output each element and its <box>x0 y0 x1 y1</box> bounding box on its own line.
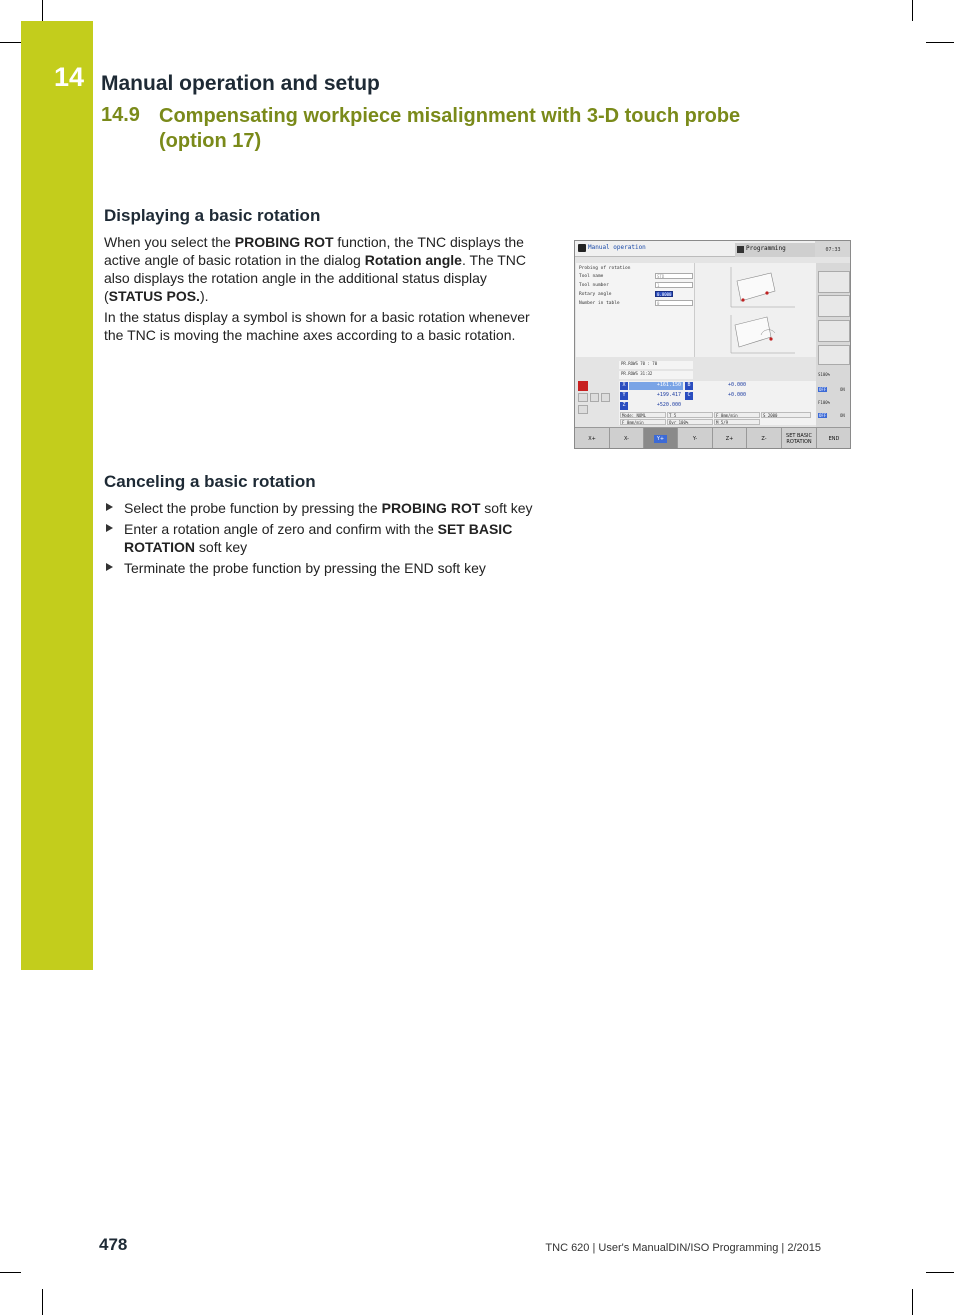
softkey-z-minus[interactable]: Z- <box>747 428 782 449</box>
probe-graphic <box>694 263 816 357</box>
crop-mark <box>42 0 43 21</box>
cancel-heading: Canceling a basic rotation <box>104 472 316 491</box>
axis-value: +520.000 <box>656 402 681 408</box>
status-tool: T 5 <box>667 412 713 418</box>
basic-rotation-icon <box>578 381 588 391</box>
arrow-icon <box>106 524 113 532</box>
softkey-x-plus[interactable]: X+ <box>575 428 610 449</box>
softkey-y-plus[interactable]: Y+ <box>644 428 678 449</box>
crop-mark <box>926 42 954 43</box>
axis-value: +161.150 <box>629 382 683 390</box>
softkey-y-minus[interactable]: Y- <box>678 428 713 449</box>
crop-mark <box>926 1272 954 1273</box>
axis-label: Y <box>620 392 628 400</box>
status-feed: F 0mm/min <box>620 419 666 425</box>
status-icon <box>578 405 588 414</box>
chapter-number: 14 <box>54 62 85 92</box>
axis-value: +0.000 <box>727 392 746 398</box>
arrow-icon <box>106 503 113 511</box>
s-function-icon[interactable] <box>818 295 850 317</box>
status-mode: Mode: NOML <box>620 412 666 418</box>
softkey-z-plus[interactable]: Z+ <box>713 428 747 449</box>
status-spindle: S 2000 <box>761 412 811 418</box>
chapter-sidebar <box>21 21 93 970</box>
status-feed-dim: F 0mm/min <box>714 412 760 418</box>
on-badge: ON <box>840 413 845 418</box>
section-title: Compensating workpiece misalignment with 3-D touch probe (option 17) <box>159 105 741 152</box>
axis-value: +0.000 <box>727 382 746 388</box>
crop-mark <box>0 1272 21 1273</box>
status-m: M 5/9 <box>714 419 760 425</box>
row-label: Rotary angle <box>579 292 612 297</box>
section-number: 14.9 <box>101 104 140 126</box>
status-icon <box>601 393 610 402</box>
side-panel <box>816 263 851 449</box>
axis-label: X <box>620 382 628 390</box>
row-label: Tool name <box>579 274 604 279</box>
chapter-title: Manual operation and setup <box>101 72 380 95</box>
softkey-set-basic-rotation[interactable]: SET BASIC ROTATION <box>782 428 817 449</box>
display-paragraph-2: In the status display a symbol is shown for a basic rotation whenever the TNC is moving the machine axes according to a basic rotation. <box>104 309 530 343</box>
rotation-diagram <box>695 263 817 357</box>
tool-name-field[interactable]: STD <box>655 273 693 279</box>
crop-mark <box>912 1289 913 1315</box>
rotary-angle-field[interactable]: 0.0000 <box>657 292 672 297</box>
softkey-end[interactable]: END <box>828 436 840 442</box>
spindle-override: S100% <box>818 372 831 377</box>
crop-mark <box>0 42 21 43</box>
message-line: PR.ROWS 70 : 70 <box>619 361 693 369</box>
softkey-bar <box>575 427 851 449</box>
feed-override: F100% <box>818 400 831 405</box>
axis-label: B <box>685 382 693 390</box>
cancel-steps <box>104 499 544 580</box>
display-heading: Displaying a basic rotation <box>104 206 321 225</box>
status-icon <box>590 393 599 402</box>
row-label: Number in table <box>579 301 620 306</box>
m-function-icon[interactable] <box>818 271 850 293</box>
list-item: Enter a rotation angle of zero and confirm with the SET BASIC ROTATION soft key <box>104 520 544 556</box>
side-key[interactable] <box>818 345 850 365</box>
list-item: Select the probe function by pressing the PROBING ROT soft key <box>104 499 544 517</box>
tool-icon <box>578 393 588 402</box>
off-badge: OFF <box>819 413 827 418</box>
tool-number-field[interactable]: 1 <box>655 282 693 288</box>
program-icon <box>737 246 744 253</box>
status-override: Ovr 100% <box>667 419 713 425</box>
status-icons <box>576 381 616 425</box>
axis-label: Z <box>620 402 628 410</box>
manual-mode-icon <box>578 244 586 252</box>
position-display <box>619 381 816 425</box>
clock: 07:33 <box>815 241 851 257</box>
arrow-icon <box>106 563 113 571</box>
t-function-icon[interactable] <box>818 320 850 342</box>
screen-titlebar <box>575 241 815 257</box>
axis-label: C <box>685 392 693 400</box>
program-tab: Programming <box>735 243 815 257</box>
row-label: Tool number <box>579 283 609 288</box>
footer: TNC 620 | User's ManualDIN/ISO Programming | 2/2015 <box>545 1242 821 1254</box>
off-badge: OFF <box>819 387 827 392</box>
message-line: PR.ROWS 31:32 <box>619 371 693 379</box>
list-item: Terminate the probe function by pressing the END soft key <box>104 559 544 577</box>
table-number-field[interactable]: 0 <box>655 300 693 306</box>
on-badge: ON <box>840 387 845 392</box>
display-paragraph-1: When you select the PROBING ROT function, the TNC displays the active angle of basic rotation in the dialog Rotation angle. The TNC also displays the rotation angle in the additional status display (STATUS POS.). <box>104 234 527 304</box>
crop-mark <box>42 1289 43 1315</box>
dialog-title: Probing of rotation <box>579 266 631 271</box>
crop-mark <box>912 0 913 21</box>
mode-label: Manual operation <box>588 244 646 251</box>
probe-dialog <box>576 263 694 357</box>
softkey-x-minus[interactable]: X- <box>610 428 644 449</box>
page-number: 478 <box>99 1235 128 1254</box>
tnc-screenshot <box>574 240 851 449</box>
axis-value: +199.417 <box>656 392 681 398</box>
